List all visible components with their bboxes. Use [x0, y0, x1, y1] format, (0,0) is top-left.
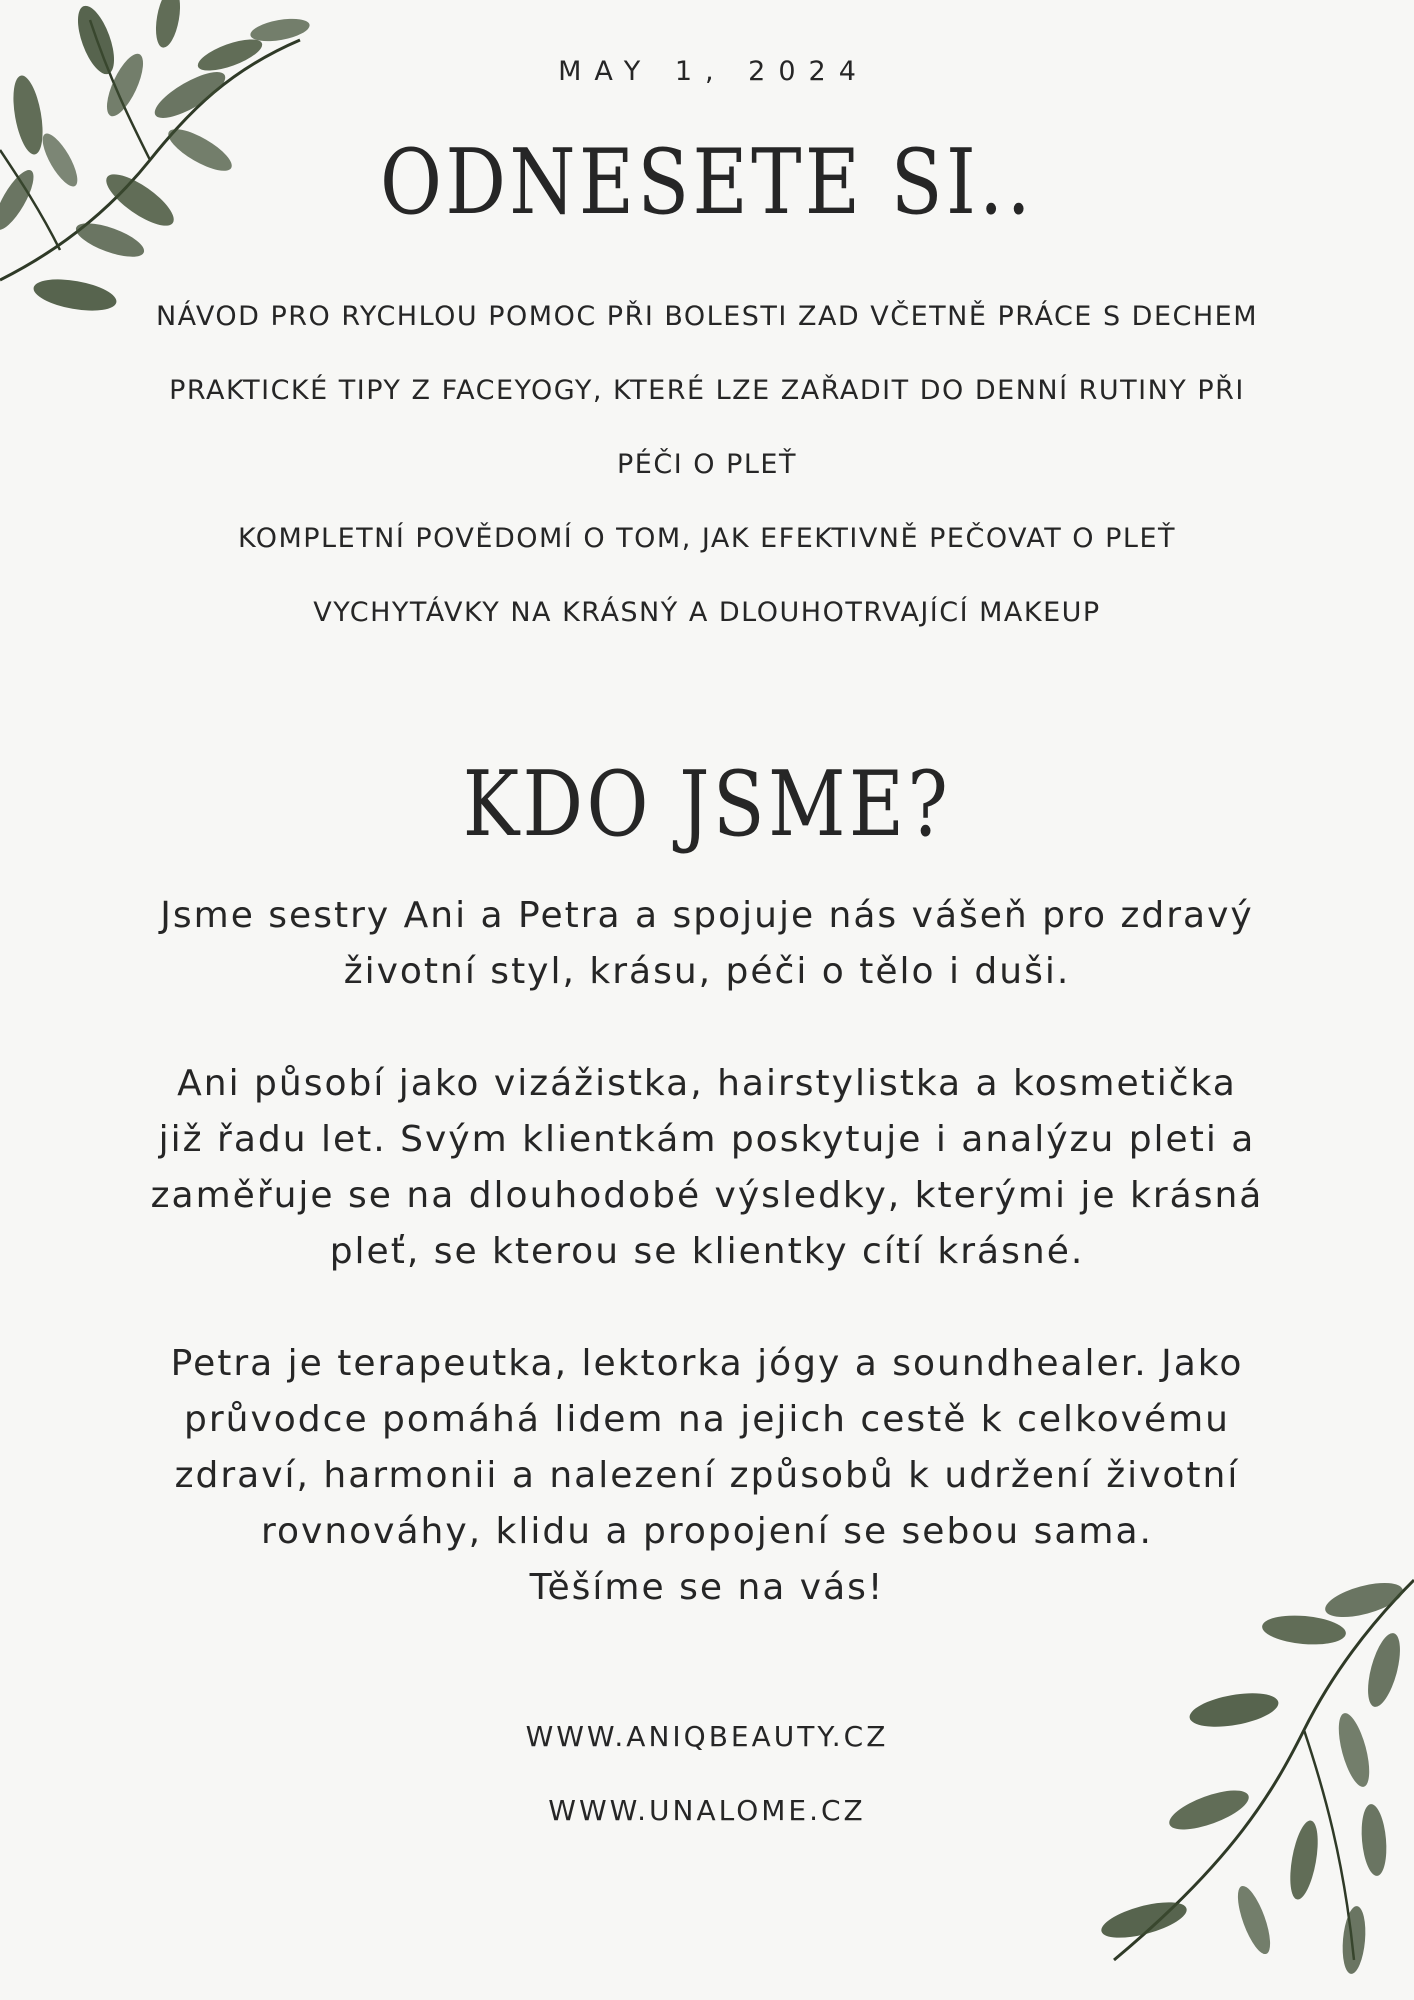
list-item: VYCHYTÁVKY NA KRÁSNÝ A DLOUHOTRVAJÍCÍ MAKEUP: [313, 597, 1101, 628]
link-unalome[interactable]: WWW.UNALOME.CZ: [548, 1794, 866, 1827]
takeaways-heading: ODNESETE SI..: [380, 130, 1034, 235]
website-links: [0, 1700, 1414, 1848]
list-item: PRAKTICKÉ TIPY Z FACEYOGY, KTERÉ LZE ZAŘADIT DO DENNÍ RUTINY PŘI PÉČI O PLEŤ: [169, 375, 1245, 480]
about-paragraph-ani: Ani působí jako vizážistka, hairstylistka a kosmetička již řadu let. Svým klientkám poskytuje i analýzu pleti a zaměřuje se na dlouhodobé výsledky, kterými je krásná pleť, se kterou se klientky cítí krásné.: [150, 1063, 1264, 1272]
about-paragraph-petra: Petra je terapeutka, lektorka jógy a soundhealer. Jako průvodce pomáhá lidem na jejich cestě k celkovému zdraví, harmonii a nalezení způsobů k udržení životní rovnováhy, klidu a propojení se sebou sama.: [170, 1343, 1244, 1552]
about-text: [150, 888, 1264, 1616]
link-aniqbeauty[interactable]: WWW.ANIQBEAUTY.CZ: [525, 1720, 889, 1753]
date: MAY 1, 2024: [558, 56, 869, 87]
about-heading: KDO JSME?: [462, 752, 952, 857]
about-closing: Těšíme se na vás!: [529, 1567, 885, 1608]
list-item: KOMPLETNÍ POVĚDOMÍ O TOM, JAK EFEKTIVNĚ PEČOVAT O PLEŤ: [237, 523, 1177, 554]
about-paragraph-intro: Jsme sestry Ani a Petra a spojuje nás vášeň pro zdravý životní styl, krásu, péči o tělo i duši.: [160, 895, 1254, 992]
list-item: NÁVOD PRO RYCHLOU POMOC PŘI BOLESTI ZAD VČETNĚ PRÁCE S DECHEM: [155, 301, 1259, 332]
takeaways-list: [140, 280, 1274, 650]
